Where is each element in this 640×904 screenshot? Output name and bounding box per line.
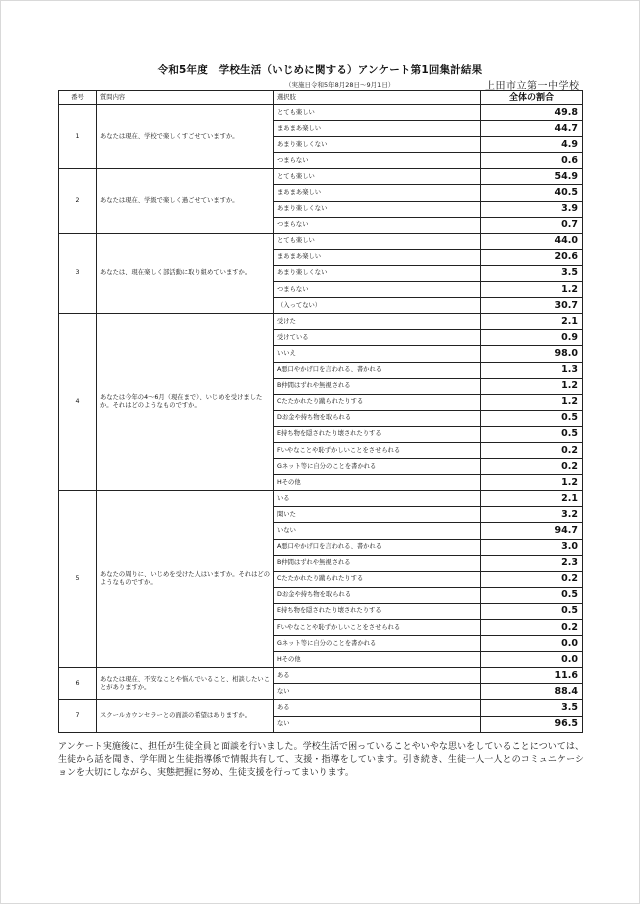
option-percentage: 3.2 <box>481 507 583 523</box>
option-percentage: 0.0 <box>481 652 583 668</box>
option-percentage: 94.7 <box>481 523 583 539</box>
option-percentage: 88.4 <box>481 684 583 700</box>
option-percentage: 2.1 <box>481 491 583 507</box>
option-percentage: 20.6 <box>481 249 583 265</box>
table-row <box>59 491 583 507</box>
option-percentage: 0.2 <box>481 620 583 636</box>
option-percentage: 4.9 <box>481 137 583 153</box>
option-label: Dお金や持ち物を取られる <box>274 587 481 603</box>
option-label: いる <box>274 491 481 507</box>
question-text: あなたは現在、学校で楽しくすごせていますか。 <box>97 105 274 169</box>
option-percentage: 1.3 <box>481 362 583 378</box>
option-label: A悪口やかげ口を言われる、書かれる <box>274 539 481 555</box>
header-choice: 選択肢 <box>274 91 481 105</box>
table-row <box>59 169 583 185</box>
question-text: あなたは現在、学級で楽しく過ごせていますか。 <box>97 169 274 233</box>
table-row <box>59 668 583 684</box>
option-label: つまらない <box>274 153 481 169</box>
option-label: E持ち物を隠されたり壊されたりする <box>274 426 481 442</box>
option-percentage: 96.5 <box>481 716 583 732</box>
option-label: E持ち物を隠されたり壊されたりする <box>274 603 481 619</box>
option-label: A悪口やかげ口を言われる、書かれる <box>274 362 481 378</box>
option-percentage: 30.7 <box>481 298 583 314</box>
question-number: 4 <box>59 314 97 491</box>
option-percentage: 0.0 <box>481 636 583 652</box>
option-percentage: 0.7 <box>481 217 583 233</box>
option-percentage: 1.2 <box>481 378 583 394</box>
option-percentage: 3.9 <box>481 201 583 217</box>
option-percentage: 1.2 <box>481 475 583 491</box>
table-row <box>59 105 583 121</box>
option-percentage: 49.8 <box>481 105 583 121</box>
option-label: とても楽しい <box>274 169 481 185</box>
option-label: B仲間はずれや無視される <box>274 378 481 394</box>
option-label: Dお金や持ち物を取られる <box>274 410 481 426</box>
option-label: 受けている <box>274 330 481 346</box>
option-label: Gネット等に自分のことを書かれる <box>274 459 481 475</box>
question-number: 3 <box>59 233 97 313</box>
option-percentage: 3.0 <box>481 539 583 555</box>
header-question: 質問内容 <box>97 91 274 105</box>
question-number: 6 <box>59 668 97 700</box>
document-title: 令和5年度 学校生活（いじめに関する）アンケート第1回集計結果 <box>157 64 483 76</box>
option-percentage: 54.9 <box>481 169 583 185</box>
results-table <box>58 90 583 733</box>
option-percentage: 1.2 <box>481 282 583 298</box>
table-body <box>59 105 583 733</box>
option-label: ない <box>274 716 481 732</box>
option-label: Cたたかれたり蹴られたりする <box>274 571 481 587</box>
footer-note: アンケート実施後に、担任が生徒全員と面談を行いました。学校生活で困っていることやいやな思いをしていることについては、生徒から話を聞き、学年間と生徒指導係で情報共有して、支援・指導をしています。引き続き、生徒一人一人とのコミュニケーションを大切にしながら、実態把握に努め、生徒支援を行ってまいります。 <box>58 742 584 778</box>
question-number: 2 <box>59 169 97 233</box>
question-number: 7 <box>59 700 97 732</box>
option-label: ある <box>274 700 481 716</box>
option-label: あまり楽しくない <box>274 137 481 153</box>
option-percentage: 0.2 <box>481 459 583 475</box>
option-label: Cたたかれたり蹴られたりする <box>274 394 481 410</box>
header-ratio: 全体の割合 <box>481 91 583 105</box>
option-percentage: 40.5 <box>481 185 583 201</box>
option-percentage: 0.5 <box>481 426 583 442</box>
option-percentage: 98.0 <box>481 346 583 362</box>
option-label: まあまあ楽しい <box>274 185 481 201</box>
option-label: Gネット等に自分のことを書かれる <box>274 636 481 652</box>
question-text: あなたの周りに、いじめを受けた人はいますか。それはどのようなものですか。 <box>97 491 274 668</box>
option-label: ある <box>274 668 481 684</box>
option-label: とても楽しい <box>274 105 481 121</box>
option-label: Fいやなことや恥ずかしいことをさせられる <box>274 442 481 458</box>
table-row <box>59 314 583 330</box>
option-percentage: 0.5 <box>481 410 583 426</box>
option-label: Fいやなことや恥ずかしいことをさせられる <box>274 620 481 636</box>
option-percentage: 2.3 <box>481 555 583 571</box>
option-percentage: 0.9 <box>481 330 583 346</box>
table-row <box>59 700 583 716</box>
school-name: 上田市立第一中学校 <box>485 81 580 92</box>
option-label: つまらない <box>274 217 481 233</box>
option-label: いいえ <box>274 346 481 362</box>
option-label: あまり楽しくない <box>274 201 481 217</box>
question-text: あなたは今年の4～6月（現在まで）、いじめを受けましたか。それはどのようなものですか。 <box>97 314 274 491</box>
option-label: B仲間はずれや無視される <box>274 555 481 571</box>
option-percentage: 0.2 <box>481 442 583 458</box>
option-label: とても楽しい <box>274 233 481 249</box>
option-percentage: 0.5 <box>481 603 583 619</box>
question-text: スクールカウンセラーとの面談の希望はありますか。 <box>97 700 274 732</box>
table-row <box>59 233 583 249</box>
question-number: 1 <box>59 105 97 169</box>
option-label: ない <box>274 684 481 700</box>
option-label: 受けた <box>274 314 481 330</box>
option-percentage: 2.1 <box>481 314 583 330</box>
option-label: まあまあ楽しい <box>274 121 481 137</box>
question-text: あなたは、現在楽しく部活動に取り組めていますか。 <box>97 233 274 313</box>
option-label: Hその他 <box>274 652 481 668</box>
question-text: あなたは現在、不安なことや悩んでいること、相談したいことがありますか。 <box>97 668 274 700</box>
survey-dates: （実施日令和5年8月28日～9月1日） <box>285 81 395 89</box>
option-label: いない <box>274 523 481 539</box>
option-percentage: 0.6 <box>481 153 583 169</box>
option-percentage: 44.7 <box>481 121 583 137</box>
table-header-row <box>59 91 583 105</box>
option-percentage: 0.5 <box>481 587 583 603</box>
option-label: つまらない <box>274 282 481 298</box>
question-number: 5 <box>59 491 97 668</box>
option-percentage: 11.6 <box>481 668 583 684</box>
option-percentage: 3.5 <box>481 265 583 281</box>
option-percentage: 3.5 <box>481 700 583 716</box>
option-percentage: 0.2 <box>481 571 583 587</box>
option-percentage: 1.2 <box>481 394 583 410</box>
header-number: 番号 <box>59 91 97 105</box>
option-label: まあまあ楽しい <box>274 249 481 265</box>
option-percentage: 44.0 <box>481 233 583 249</box>
option-label: あまり楽しくない <box>274 265 481 281</box>
option-label: 聞いた <box>274 507 481 523</box>
option-label: Hその他 <box>274 475 481 491</box>
option-label: （入ってない） <box>274 298 481 314</box>
